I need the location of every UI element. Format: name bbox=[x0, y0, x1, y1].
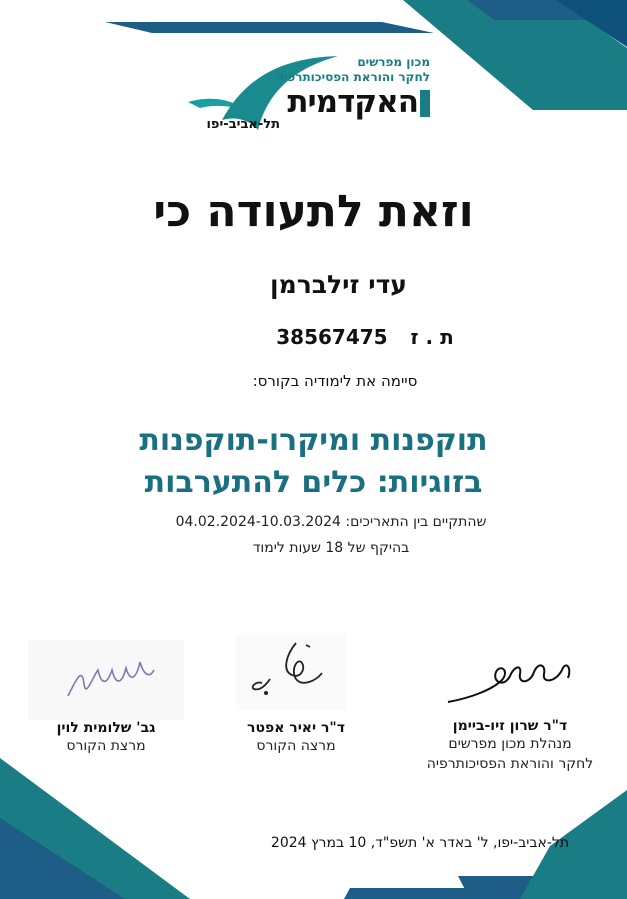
signatory-1-name: ד"ר שרון זיו-ביימן bbox=[452, 718, 568, 734]
signature-image-1 bbox=[440, 650, 580, 710]
course-title bbox=[0, 420, 627, 504]
course-title-line-1: תוקפנות ומיקרו-תוקפנות bbox=[139, 423, 488, 458]
place-and-date: תל-אביב-יפו, ל' באדר א' תשפ"ד, 10 במרץ 2024 bbox=[270, 835, 570, 851]
logo-line-2: לחקר והוראת הפסיכותרפיה bbox=[275, 70, 430, 84]
logo-city: תל-אביב-יפו bbox=[206, 117, 280, 132]
id-row bbox=[0, 325, 627, 349]
course-title-line-2: בזוגיות: כלים להתערבות bbox=[144, 465, 483, 500]
recipient-name: עדי זילברמן bbox=[270, 270, 407, 299]
certificate-title: וזאת לתעודה כי bbox=[153, 186, 474, 237]
signature-image-3 bbox=[28, 640, 184, 720]
completed-text: סיימה את לימודיה בקורס: bbox=[252, 372, 418, 390]
signatory-3 bbox=[16, 720, 196, 756]
signatory-3-name: גב' שלומית לוין bbox=[56, 720, 156, 736]
logo-wordmark: האקדמית bbox=[287, 84, 418, 120]
signature-image-2 bbox=[236, 635, 346, 710]
id-value: 38567475 bbox=[276, 325, 388, 349]
course-dates: שהתקיים בין התאריכים: 04.02.2024-10.03.2024 bbox=[175, 514, 487, 530]
logo-line-1: מכון מפרשים bbox=[357, 55, 430, 69]
signatory-2 bbox=[216, 720, 376, 756]
signatory-2-name: ד"ר יאיר אפטר bbox=[247, 720, 345, 736]
signatory-3-role-1: מרצת הקורס bbox=[66, 738, 146, 754]
institute-logo bbox=[186, 50, 430, 136]
signatory-1-role-2: לחקר והוראת הפסיכותרפיה bbox=[426, 756, 594, 772]
course-hours: בהיקף של 18 שעות לימוד bbox=[252, 540, 410, 556]
signatory-1-role-1: מנהלת מכון מפרשים bbox=[448, 736, 572, 752]
logo-tag bbox=[420, 90, 430, 117]
id-label: ת . ז bbox=[410, 325, 454, 349]
signatory-2-role-1: מרצה הקורס bbox=[256, 738, 336, 754]
signatory-1 bbox=[400, 718, 620, 774]
